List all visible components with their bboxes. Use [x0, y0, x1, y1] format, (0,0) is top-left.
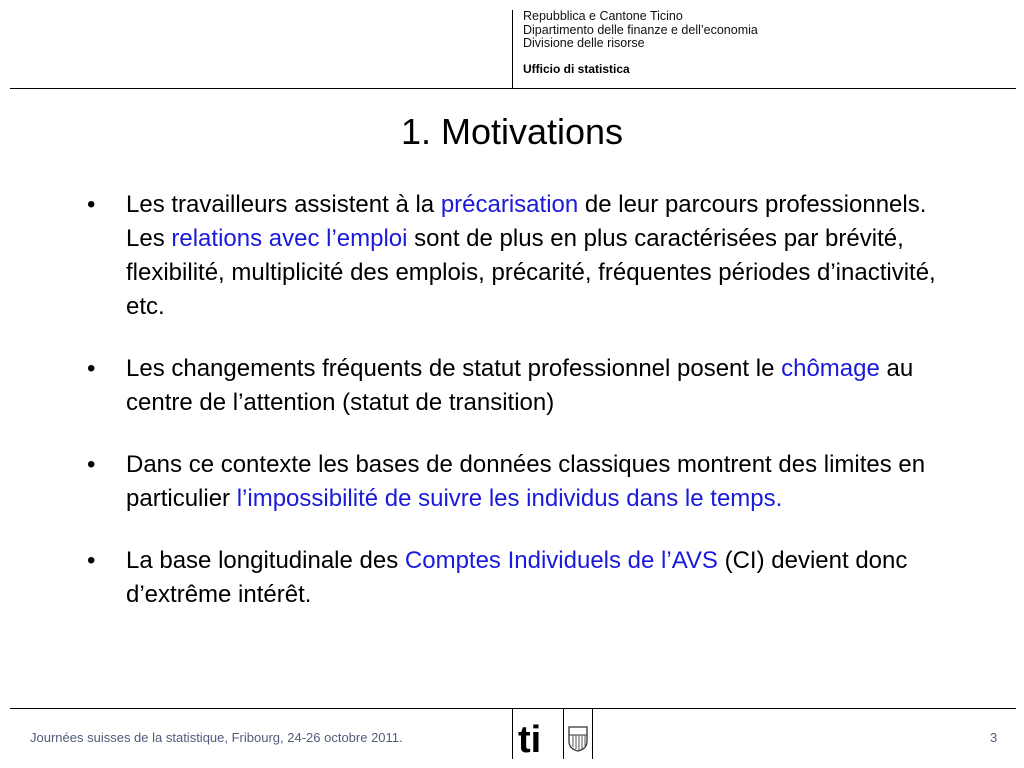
bullet-text: La base longitudinale des — [126, 547, 405, 574]
bullet-text: (CI) devient donc d’extrême intérêt. — [126, 547, 908, 608]
highlight-precarisation: précarisation — [440, 191, 579, 218]
highlight-impossibility: l’impossibilité de suivre les individus dans le temps. — [236, 485, 783, 512]
footer-divider-horizontal — [10, 708, 1016, 709]
header-line-department: Dipartimento delle finanze e dell’economia — [523, 22, 758, 37]
bullet-item-databases — [85, 448, 965, 516]
header-divider-horizontal — [10, 88, 1016, 89]
bullet-item-precarisation — [85, 188, 965, 324]
bullet-item-avs — [85, 544, 965, 612]
bullet-text: de leur parcours professionnels. Les — [126, 191, 927, 252]
bullet-text: Les travailleurs assistent à la — [126, 191, 441, 218]
highlight-relations: relations avec l’emploi — [171, 225, 408, 252]
footer-event: Journées suisses de la statistique, Fribourg, 24-26 octobre 2011. — [30, 730, 403, 745]
header-institution — [523, 10, 1003, 76]
header-line-division: Divisione delle risorse — [523, 36, 645, 50]
highlight-avs: Comptes Individuels de l’AVS — [404, 547, 718, 574]
bullet-text: sont de plus en plus caractérisées par brévité, flexibilité, multiplicité des emplois, précarité, fréquentes périodes d’inactivité, etc. — [126, 225, 936, 320]
bullet-list — [85, 188, 965, 640]
highlight-chomage: chômage — [781, 355, 880, 382]
bullet-text: au centre de l’attention (statut de transition) — [126, 355, 914, 416]
bullet-item-chomage — [85, 352, 965, 420]
page-number: 3 — [990, 730, 998, 745]
footer-divider-left — [512, 709, 513, 759]
ti-logo — [517, 718, 557, 756]
bullet-text: Dans ce contexte les bases de données classiques montrent des limites en particulier — [126, 451, 926, 512]
svg-text:ti: ti — [518, 719, 542, 756]
slide-title: 1. Motivations — [400, 111, 624, 152]
footer-divider-right — [592, 709, 593, 759]
footer-divider-middle — [563, 709, 564, 759]
header-divider-vertical — [512, 10, 513, 88]
header-office: Ufficio di statistica — [523, 61, 630, 76]
bullet-text: Les changements fréquents de statut professionnel posent le — [126, 355, 782, 382]
header-line-republic: Repubblica e Cantone Ticino — [523, 9, 683, 23]
ticino-crest-icon — [568, 726, 588, 752]
